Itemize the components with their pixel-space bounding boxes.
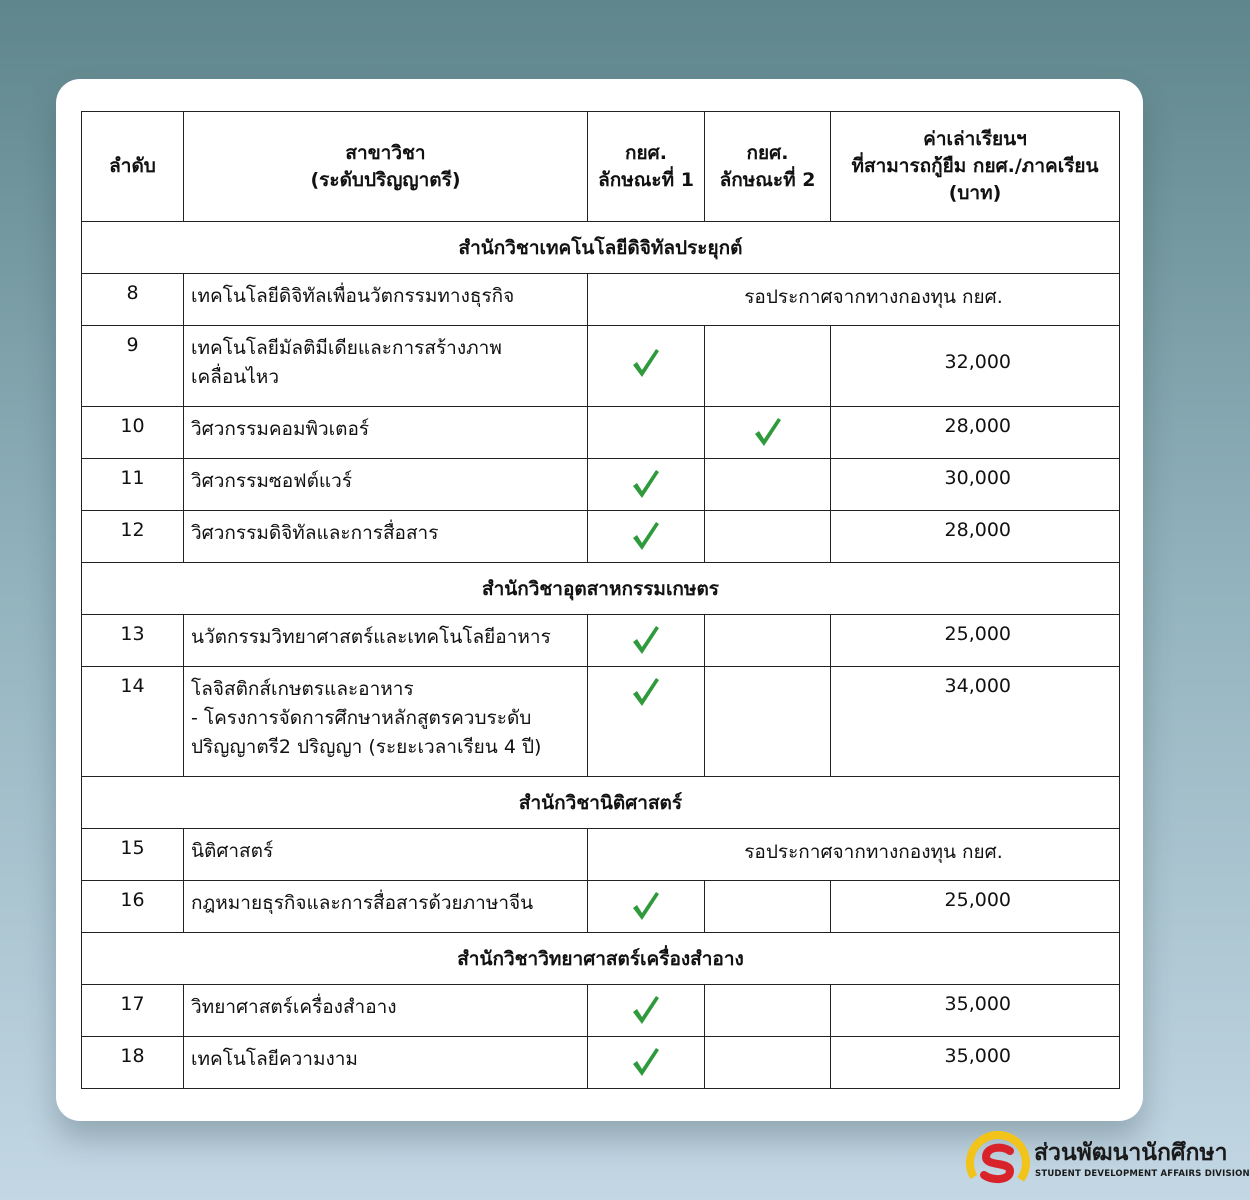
header-no: ลำดับ <box>82 112 184 222</box>
row-type2 <box>705 985 831 1037</box>
row-no: 9 <box>82 326 184 407</box>
row-fee: 28,000 <box>831 407 1120 459</box>
table-row <box>82 985 1120 1037</box>
checkmark-icon <box>631 625 661 657</box>
header-type1-line2: ลักษณะที่ 1 <box>598 168 694 191</box>
row-type1 <box>588 326 705 407</box>
row-no: 14 <box>82 667 184 777</box>
table-row <box>82 615 1120 667</box>
table-row <box>82 274 1120 326</box>
table-row <box>82 1037 1120 1089</box>
section-title: สำนักวิชาอุตสาหกรรมเกษตร <box>82 563 1120 615</box>
row-fee: 35,000 <box>831 1037 1120 1089</box>
table-row <box>82 881 1120 933</box>
section-row <box>82 777 1120 829</box>
table-row <box>82 459 1120 511</box>
table-row <box>82 829 1120 881</box>
section-title: สำนักวิชาวิทยาศาสตร์เครื่องสำอาง <box>82 933 1120 985</box>
checkmark-icon <box>631 1047 661 1079</box>
section-row <box>82 563 1120 615</box>
table-row <box>82 667 1120 777</box>
brand-name-thai: ส่วนพัฒนานักศึกษา <box>1034 1140 1228 1166</box>
row-major-line2: - โครงการจัดการศึกษาหลักสูตรควบระดับ <box>191 707 532 729</box>
row-major: วิศวกรรมซอฟต์แวร์ <box>184 459 588 511</box>
student-loan-table <box>81 111 1120 1089</box>
row-no: 16 <box>82 881 184 933</box>
row-type1 <box>588 511 705 563</box>
header-type2 <box>705 112 831 222</box>
row-no: 17 <box>82 985 184 1037</box>
row-type1 <box>588 407 705 459</box>
row-type1 <box>588 459 705 511</box>
header-major-line1: สาขาวิชา <box>345 141 426 164</box>
section-title: สำนักวิชาเทคโนโลยีดิจิทัลประยุกต์ <box>82 222 1120 274</box>
row-no: 8 <box>82 274 184 326</box>
row-fee: 25,000 <box>831 615 1120 667</box>
section-row <box>82 933 1120 985</box>
checkmark-icon <box>631 348 661 380</box>
row-major: วิทยาศาสตร์เครื่องสำอาง <box>184 985 588 1037</box>
row-type2 <box>705 459 831 511</box>
row-fee: 34,000 <box>831 667 1120 777</box>
row-major: วิศวกรรมคอมพิวเตอร์ <box>184 407 588 459</box>
checkmark-icon <box>631 891 661 923</box>
row-major-line3: ปริญญาตรี2 ปริญญา (ระยะเวลาเรียน 4 ปี) <box>191 736 542 758</box>
row-major: วิศวกรรมดิจิทัลและการสื่อสาร <box>184 511 588 563</box>
checkmark-icon <box>631 469 661 501</box>
row-major-line2: เคลื่อนไหว <box>191 366 279 388</box>
row-type1 <box>588 985 705 1037</box>
row-no: 12 <box>82 511 184 563</box>
row-fee: 25,000 <box>831 881 1120 933</box>
row-fee: 28,000 <box>831 511 1120 563</box>
row-major <box>184 326 588 407</box>
header-fee-line1: ค่าเล่าเรียนฯ <box>923 128 1027 150</box>
header-fee-line3: (บาท) <box>948 182 1002 204</box>
row-no: 18 <box>82 1037 184 1089</box>
header-type2-line2: ลักษณะที่ 2 <box>719 168 816 191</box>
table-row <box>82 511 1120 563</box>
row-pending-note: รอประกาศจากทางกองทุน กยศ. <box>588 829 1120 881</box>
row-pending-note: รอประกาศจากทางกองทุน กยศ. <box>588 274 1120 326</box>
row-major <box>184 667 588 777</box>
row-no: 15 <box>82 829 184 881</box>
brand-name-english: STUDENT DEVELOPMENT AFFAIRS DIVISION <box>1035 1169 1250 1179</box>
header-major <box>184 112 588 222</box>
row-fee: 35,000 <box>831 985 1120 1037</box>
row-major-line1: โลจิสติกส์เกษตรและอาหาร <box>191 678 414 700</box>
checkmark-icon <box>631 521 661 553</box>
row-type1 <box>588 667 705 777</box>
row-type1 <box>588 615 705 667</box>
header-fee-line2: ที่สามารถกู้ยืม กยศ./ภาคเรียน <box>851 155 1099 177</box>
row-major: กฎหมายธุรกิจและการสื่อสารด้วยภาษาจีน <box>184 881 588 933</box>
section-title: สำนักวิชานิติศาสตร์ <box>82 777 1120 829</box>
checkmark-icon <box>631 677 661 709</box>
row-type2 <box>705 326 831 407</box>
row-no: 13 <box>82 615 184 667</box>
header-type2-line1: กยศ. <box>746 141 789 164</box>
row-major: นวัตกรรมวิทยาศาสตร์และเทคโนโลยีอาหาร <box>184 615 588 667</box>
checkmark-icon <box>631 995 661 1027</box>
row-type1 <box>588 881 705 933</box>
row-major: เทคโนโลยีความงาม <box>184 1037 588 1089</box>
section-row <box>82 222 1120 274</box>
header-type1 <box>588 112 705 222</box>
row-no: 11 <box>82 459 184 511</box>
header-row <box>82 112 1120 222</box>
checkmark-icon <box>753 417 783 449</box>
header-type1-line1: กยศ. <box>625 141 667 164</box>
header-major-line2: (ระดับปริญญาตรี) <box>310 168 461 191</box>
table-row <box>82 407 1120 459</box>
row-major: นิติศาสตร์ <box>184 829 588 881</box>
header-fee <box>831 112 1120 222</box>
table-row <box>82 326 1120 407</box>
row-major: เทคโนโลยีดิจิทัลเพื่อนวัตกรรมทางธุรกิจ <box>184 274 588 326</box>
row-type2 <box>705 881 831 933</box>
division-logo-icon <box>968 1133 1028 1193</box>
row-type2 <box>705 615 831 667</box>
row-fee: 30,000 <box>831 459 1120 511</box>
row-type2 <box>705 407 831 459</box>
row-type2 <box>705 511 831 563</box>
row-type2 <box>705 1037 831 1089</box>
row-no: 10 <box>82 407 184 459</box>
row-type2 <box>705 667 831 777</box>
row-type1 <box>588 1037 705 1089</box>
row-fee: 32,000 <box>831 326 1120 407</box>
row-major-line1: เทคโนโลยีมัลติมีเดียและการสร้างภาพ <box>191 337 502 359</box>
